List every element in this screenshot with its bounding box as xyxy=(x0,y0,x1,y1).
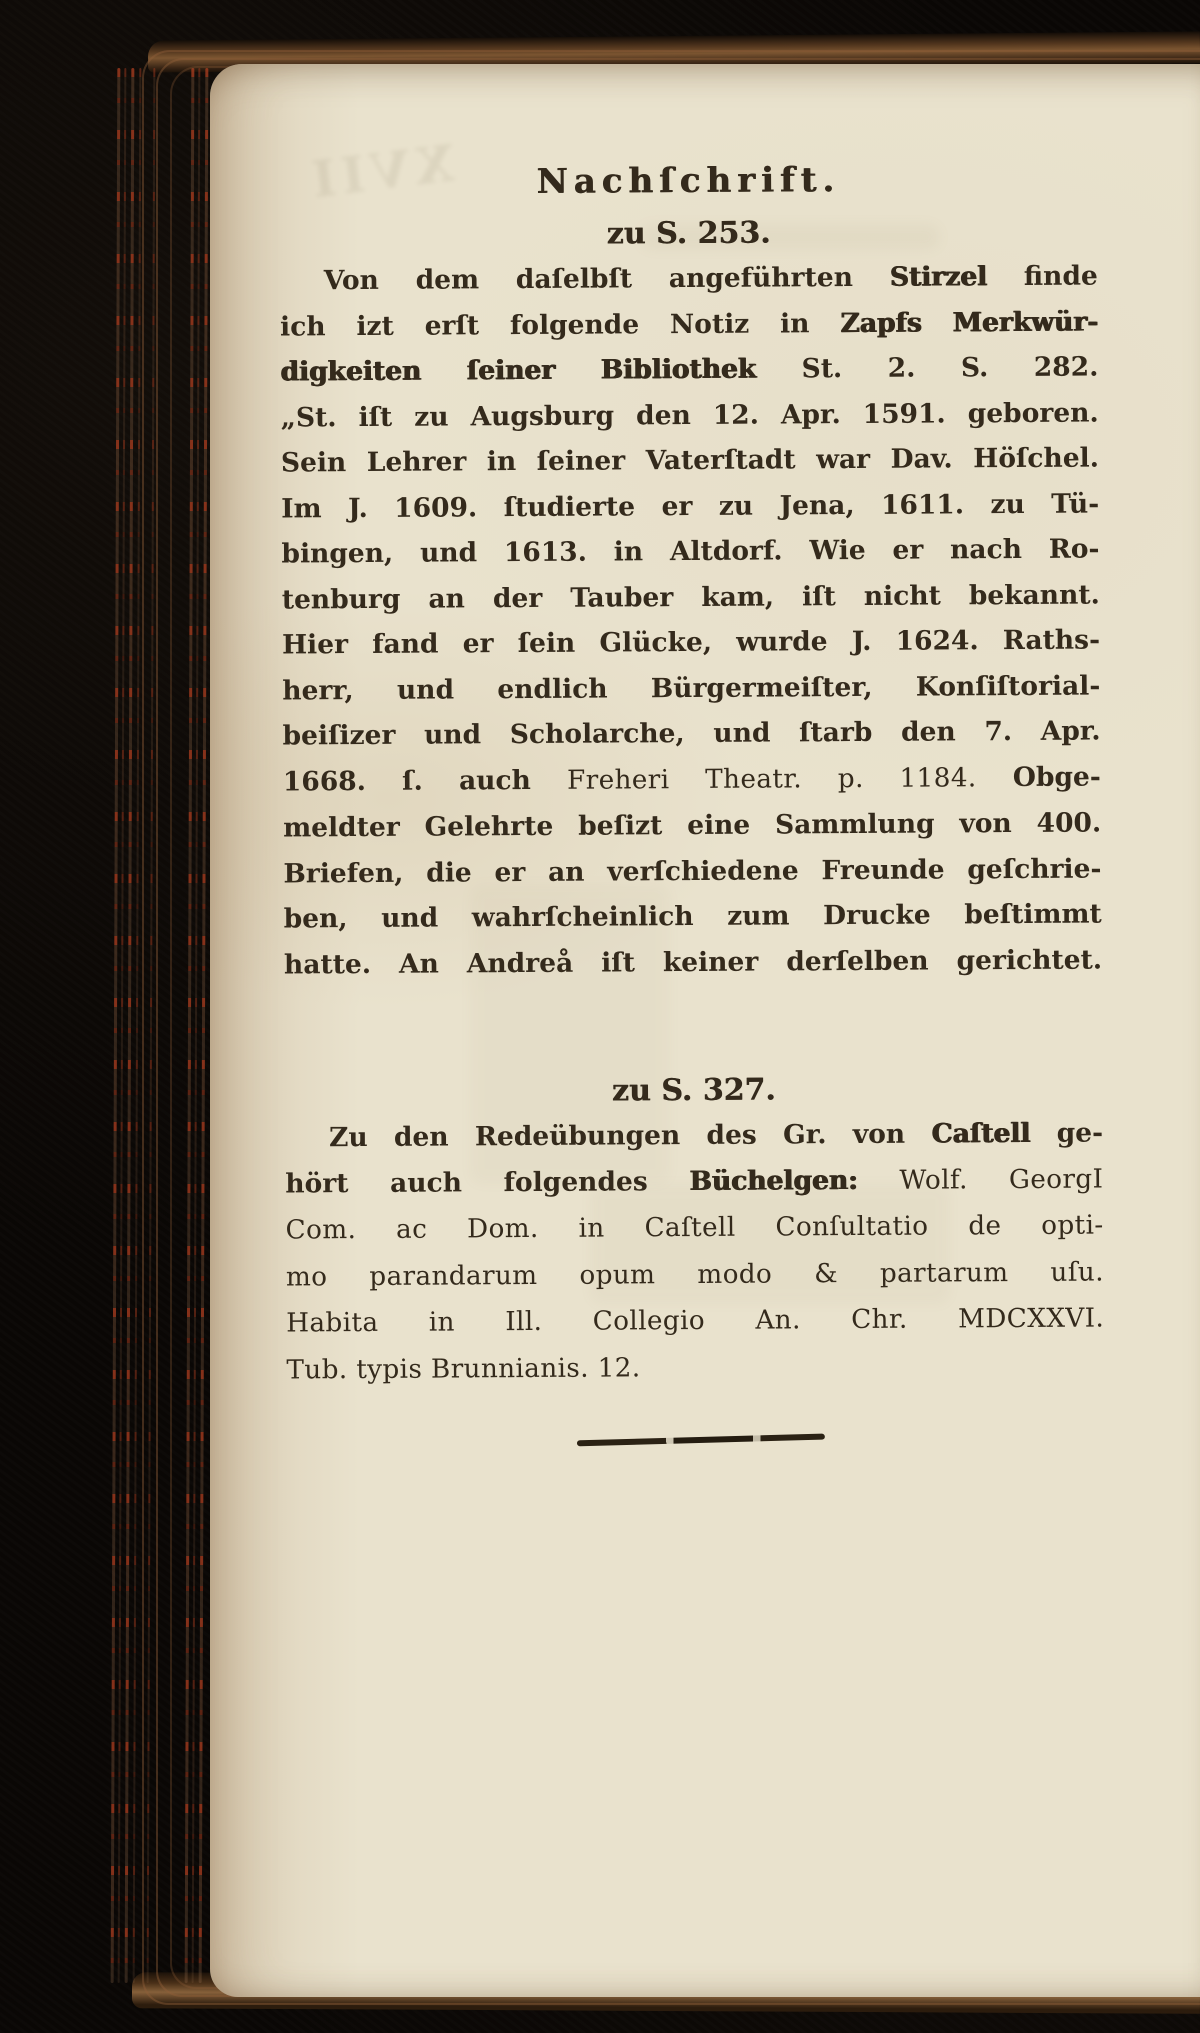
text-segment: Hier fand er ſein Glücke, wurde J. 1624. Raths- xyxy=(281,624,1101,661)
text-segment: Büchelgen: xyxy=(689,1164,858,1197)
text-line xyxy=(282,572,1100,622)
text-line xyxy=(284,891,1102,941)
text-line xyxy=(283,846,1101,896)
text-segment: Briefen, die er an verſchiedene Freunde geſchrie- xyxy=(283,853,1102,889)
text-line xyxy=(283,754,1101,805)
text-segment: Im J. 1609. ſtudierte er zu Jena, 1611. zu Tü- xyxy=(281,488,1100,525)
text-line xyxy=(285,1202,1103,1253)
text-segment: hört auch folgendes xyxy=(285,1165,690,1199)
show-through-roman-numeral: XVII xyxy=(302,133,458,210)
text-segment: mo parandarum opum modo & partarum uſu. xyxy=(285,1256,1104,1292)
text-segment: hatte. An Andreå iſt keiner derſelben gerichtet. xyxy=(283,943,1103,980)
text-line xyxy=(285,1156,1103,1207)
text-line xyxy=(286,1249,1104,1300)
section-subheading: zu S. 327. xyxy=(611,1072,776,1109)
text-segment: Com. ac Dom. in Caſtell Conſultatio de opti- xyxy=(285,1210,1104,1246)
text-segment: St. 2. S. 282. xyxy=(756,351,1099,385)
text-line xyxy=(282,709,1100,759)
text-line xyxy=(281,481,1099,531)
text-segment: Von dem daſelbſt angeführten xyxy=(323,261,890,297)
text-segment: Habita in Ill. Collegio An. Chr. MDCXXVI. xyxy=(286,1303,1105,1339)
page-edge-line xyxy=(133,68,142,1983)
text-segment: bingen, und 1613. in Altdorf. Wie er nach Ro- xyxy=(281,533,1100,570)
text-segment: digkeiten ſeiner Bibliothek xyxy=(280,353,757,388)
text-line xyxy=(281,436,1099,486)
text-segment: „St. iſt zu Augsburg den 12. Apr. 1591. geboren. xyxy=(280,397,1099,434)
closing-rule xyxy=(577,1434,825,1447)
text-line xyxy=(281,527,1099,577)
page-title: Nachſchrift. xyxy=(536,160,841,202)
text-segment: Freheri Theatr. p. 1184. xyxy=(567,762,977,796)
text-line xyxy=(282,663,1100,713)
text-sections xyxy=(279,210,1104,1394)
text-line xyxy=(280,299,1098,349)
text-segment: Zu den Redeübungen des Gr. von xyxy=(328,1118,932,1154)
page xyxy=(210,64,1200,1997)
text-line xyxy=(282,618,1100,668)
text-segment: Obge- xyxy=(976,761,1101,793)
text-line xyxy=(281,390,1099,440)
section-subheading: zu S. 253. xyxy=(606,215,771,252)
text-segment: finde xyxy=(986,260,1098,293)
text-segment: Caſtell xyxy=(931,1117,1031,1150)
text-segment: Sein Lehrer in ſeiner Vaterſtadt war Dav. Höſchel. xyxy=(280,442,1100,479)
text-line xyxy=(284,937,1102,987)
text-line xyxy=(283,801,1101,851)
text-line xyxy=(280,345,1098,395)
text-segment: 1668. ſ. auch xyxy=(282,764,568,797)
text-segment: herr, und endlich Bürgermeiſter, Konſiſtorial- xyxy=(282,670,1101,707)
text-line xyxy=(280,254,1098,304)
text-line xyxy=(285,1110,1103,1160)
text-segment: meldter Gelehrte beſizt eine Sammlung von 400. xyxy=(283,807,1102,844)
text-segment: ich izt erſt folgende Notiz in xyxy=(280,307,841,343)
text-segment: Wolf. GeorgI xyxy=(899,1163,1104,1196)
text-segment: beiſizer und Scholarche, und ſtarb den 7. Apr. xyxy=(282,715,1101,752)
text-segment xyxy=(858,1164,900,1195)
text-segment: ge- xyxy=(1030,1117,1104,1149)
text-segment: Stirzel xyxy=(889,261,988,293)
text-segment: Zapfs Merkwür- xyxy=(840,306,1099,339)
text-line xyxy=(286,1342,1104,1393)
text-line xyxy=(286,1295,1104,1346)
text-segment: tenburg an der Tauber kam, iſt nicht bekannt. xyxy=(281,579,1100,616)
text-segment: ben, und wahrſcheinlich zum Drucke beſtimmt xyxy=(283,898,1102,935)
text-segment: Tub. typis Brunnianis. 12. xyxy=(286,1352,641,1385)
text-block xyxy=(279,154,1105,1446)
